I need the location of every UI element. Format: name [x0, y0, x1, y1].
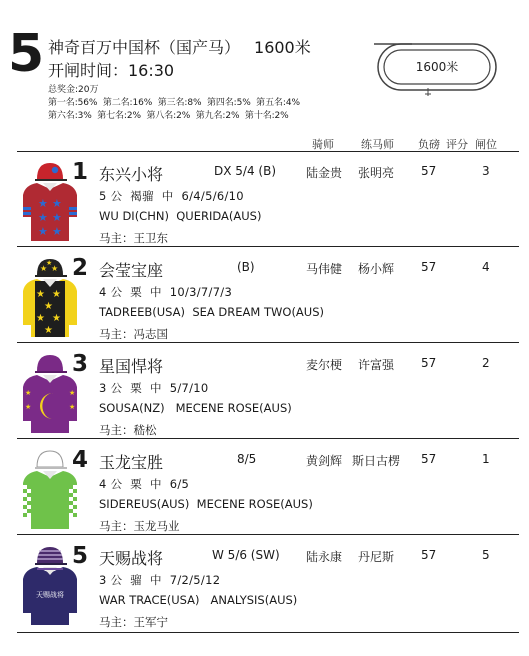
horse-owner: 马主：嵇松 [99, 423, 157, 437]
svg-text:★: ★ [69, 403, 76, 411]
horse-name: 东兴小将 [99, 165, 164, 184]
trainer-name: 杨小辉 [358, 262, 395, 276]
divider [17, 534, 519, 535]
horse-name: 玉龙宝胜 [99, 453, 164, 472]
trainer-name: 丹尼斯 [358, 550, 395, 564]
horse-pedigree: WU DI(CHN) QUERIDA(AUS) [99, 209, 262, 223]
svg-text:★: ★ [36, 313, 45, 324]
total-prize: 总奖金:20万 [48, 85, 99, 95]
horse-info: 4 公 栗 中 6/5 [99, 477, 190, 491]
draw: 3 [482, 164, 490, 178]
horse-info: 4 公 栗 中 10/3/7/7/3 [99, 285, 233, 299]
horse-gear: W 5/6 (SW) [212, 548, 280, 562]
svg-text:★: ★ [46, 259, 53, 267]
svg-text:★: ★ [40, 264, 48, 273]
runner-number: 2 [72, 255, 89, 281]
trainer-name: 许富强 [358, 358, 395, 372]
runner-number: 4 [72, 447, 89, 473]
horse-gear: 8/5 [237, 452, 257, 466]
weight: 57 [421, 356, 437, 370]
race-title [48, 35, 311, 58]
svg-text:★: ★ [69, 389, 76, 397]
jockey-name: 黄剑辉 [306, 454, 343, 468]
runner-number: 5 [72, 543, 89, 569]
divider [17, 632, 519, 633]
header-draw: 闸位 [475, 138, 497, 151]
svg-text:★: ★ [38, 211, 48, 224]
svg-text:★: ★ [44, 325, 53, 336]
svg-text:★: ★ [44, 301, 53, 312]
track-diagram [372, 38, 502, 98]
horse-info: 3 公 栗 中 5/7/10 [99, 381, 209, 395]
horse-name: 星国悍将 [99, 357, 164, 376]
svg-text:★: ★ [25, 403, 32, 411]
header-jockey: 骑师 [312, 138, 334, 151]
track-distance-label: 1600米 [415, 60, 459, 74]
horse-name: 天赐战将 [99, 549, 164, 568]
divider [17, 246, 519, 247]
runner-row-3 [0, 345, 529, 437]
horse-pedigree: WAR TRACE(USA) ANALYSIS(AUS) [99, 593, 298, 607]
svg-text:★: ★ [25, 389, 32, 397]
jockey-name: 陆金贵 [306, 166, 343, 180]
runner-row-4 [0, 441, 529, 533]
horse-owner: 马主：王卫东 [99, 231, 168, 245]
svg-text:★: ★ [52, 211, 62, 224]
silks-lettering: 天赐战将 [36, 591, 64, 599]
runner-row-2 [0, 249, 529, 341]
horse-info: 5 公 褐骝 中 6/4/5/6/10 [99, 189, 244, 203]
runner-number: 1 [72, 159, 89, 185]
header-weight: 负磅 [418, 138, 440, 151]
weight: 57 [421, 548, 437, 562]
runner-number: 3 [72, 351, 89, 377]
race-distance: 1600米 [254, 38, 311, 57]
header-rating: 评分 [446, 138, 468, 151]
divider [17, 151, 519, 152]
horse-owner: 马主：冯志国 [99, 327, 168, 341]
horse-pedigree: SIDEREUS(AUS) MECENE ROSE(AUS) [99, 497, 313, 511]
jockey-name: 马伟健 [306, 262, 343, 276]
horse-gear: (B) [237, 260, 255, 274]
prize-split-2: 第六名:3% 第七名:2% 第八名:2% 第九名:2% 第十名:2% [48, 111, 289, 121]
prize-split-1: 第一名:56% 第二名:16% 第三名:8% 第四名:5% 第五名:4% [48, 98, 300, 108]
horse-owner: 马主：玉龙马业 [99, 519, 180, 533]
weight: 57 [421, 452, 437, 466]
svg-text:★: ★ [36, 289, 45, 300]
draw: 5 [482, 548, 490, 562]
svg-text:★: ★ [51, 264, 59, 273]
horse-pedigree: TADREEB(USA) SEA DREAM TWO(AUS) [99, 305, 324, 319]
horse-name: 会莹宝座 [99, 261, 164, 280]
jockey-name: 陆永康 [306, 550, 343, 564]
gate-time: 开闸时间：16:30 [48, 61, 175, 80]
horse-pedigree: SOUSA(NZ) MECENE ROSE(AUS) [99, 401, 292, 415]
runner-row-5 [0, 537, 529, 629]
race-name: 神奇百万中国杯（国产马） [48, 38, 241, 57]
divider [17, 342, 519, 343]
draw: 4 [482, 260, 490, 274]
horse-owner: 马主：王军宁 [99, 615, 168, 629]
weight: 57 [421, 164, 437, 178]
svg-text:★: ★ [38, 225, 48, 238]
weight: 57 [421, 260, 437, 274]
race-number: 5 [8, 24, 45, 84]
jockey-name: 麦尔梗 [306, 358, 343, 372]
svg-text:★: ★ [38, 197, 48, 210]
svg-text:★: ★ [52, 313, 61, 324]
trainer-name: 斯日古楞 [352, 454, 401, 468]
svg-text:★: ★ [52, 197, 62, 210]
svg-text:★: ★ [52, 289, 61, 300]
svg-text:★: ★ [52, 225, 62, 238]
trainer-name: 张明亮 [358, 166, 395, 180]
horse-info: 3 公 骝 中 7/2/5/12 [99, 573, 221, 587]
horse-gear: DX 5/4 (B) [214, 164, 276, 178]
header-trainer: 练马师 [361, 138, 394, 151]
draw: 2 [482, 356, 490, 370]
draw: 1 [482, 452, 490, 466]
runner-row-1 [0, 153, 529, 245]
divider [17, 438, 519, 439]
